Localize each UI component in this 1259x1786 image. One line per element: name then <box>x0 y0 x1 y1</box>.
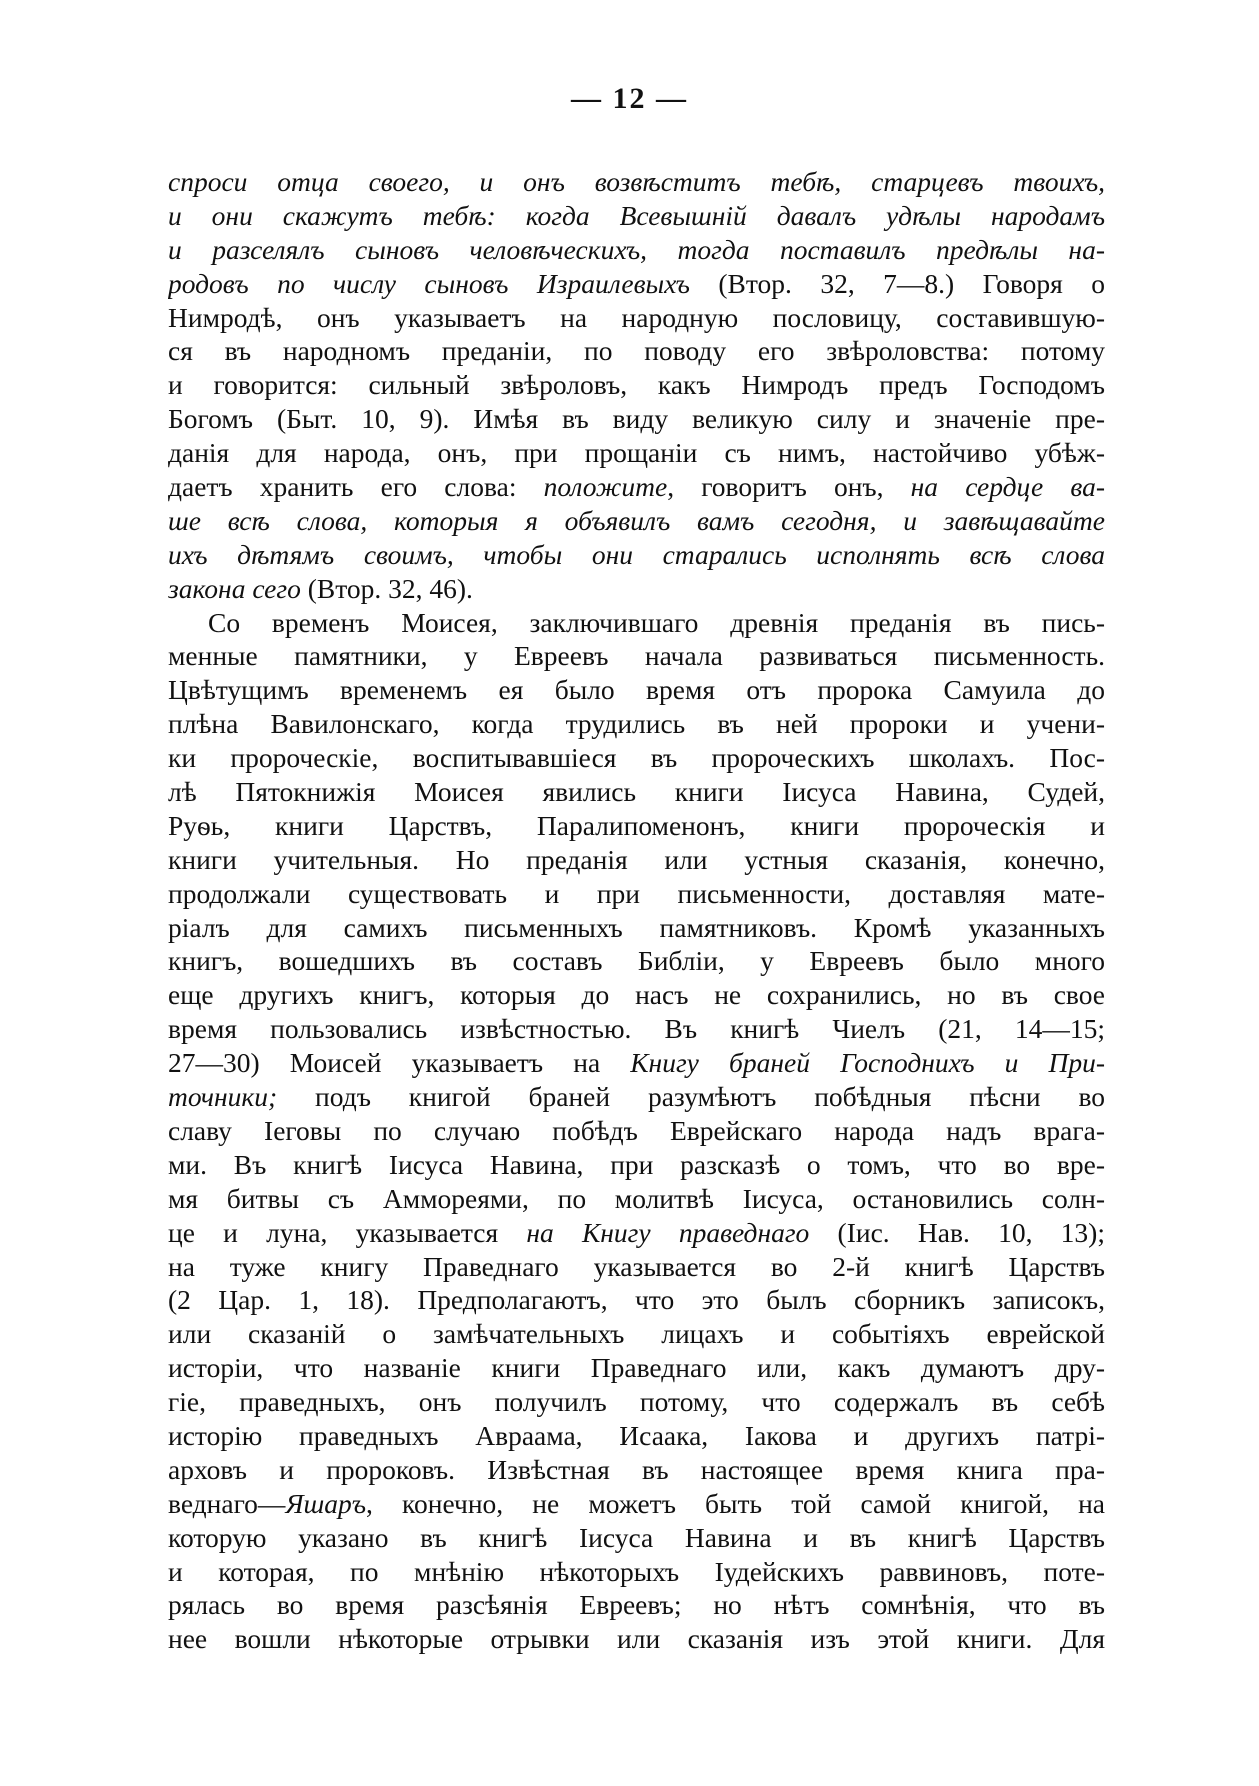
text-line <box>168 639 1105 673</box>
text-line <box>168 1012 1105 1046</box>
text-segment: продолжали существовать и при письменности, доставляя мате- <box>168 877 1105 909</box>
text-line <box>168 368 1105 402</box>
text-line <box>168 504 1105 538</box>
text-segment: книгъ, вошедшихъ въ составъ Библіи, у Евреевъ было много <box>168 945 1105 977</box>
text-line <box>168 1453 1105 1487</box>
text-line <box>168 1216 1105 1250</box>
text-line <box>168 301 1105 335</box>
text-line <box>168 1182 1105 1216</box>
text-line <box>168 436 1105 470</box>
text-segment: которую указано въ книгѣ Іисуса Навина и въ книгѣ Царствъ <box>168 1521 1105 1553</box>
text-segment: лѣ Пятокнижія Моисея явились книги Іисуса Навина, Судей, <box>168 776 1105 808</box>
text-line <box>168 1419 1105 1453</box>
text-line <box>168 1250 1105 1284</box>
text-line <box>168 1114 1105 1148</box>
text-line <box>168 1080 1105 1114</box>
text-segment: (Втор. 32, 7—8.) Говоря о <box>689 267 1105 299</box>
italic-quote-segment: родовъ по числу сыновъ Израилевыхъ <box>168 267 690 299</box>
text-segment: Со временъ Моисея, заключившаго древнія преданія въ пись- <box>208 606 1105 638</box>
text-segment: ми. Въ книгѣ Іисуса Навина, при разсказѣ о томъ, что во вре- <box>168 1148 1105 1180</box>
italic-quote-segment: ихъ дѣтямъ своимъ, чтобы они старались исполнять всѣ слова <box>168 538 1105 570</box>
text-line <box>168 911 1105 945</box>
text-segment: (Іис. Нав. 10, 13); <box>809 1216 1105 1248</box>
text-segment: гіе, праведныхъ, онъ получилъ потому, что содержалъ въ себѣ <box>168 1386 1105 1418</box>
text-line <box>168 402 1105 436</box>
page-number: — 12 — <box>571 82 688 115</box>
text-line <box>168 606 1105 640</box>
text-segment: и которая, по мнѣнію нѣкоторыхъ Іудейскихъ раввиновъ, поте- <box>168 1555 1105 1587</box>
text-segment: Богомъ (Быт. 10, 9). Имѣя въ виду великую силу и значеніе пре- <box>168 403 1105 435</box>
text-segment: Цвѣтущимъ временемъ ея было время отъ пророка Самуила до <box>168 674 1105 706</box>
text-line <box>168 470 1105 504</box>
text-segment: исторію праведныхъ Авраама, Исаака, Іакова и другихъ патрі- <box>168 1419 1105 1451</box>
text-segment: ріалъ для самихъ письменныхъ памятниковъ. Кромѣ указанныхъ <box>168 911 1105 943</box>
text-line <box>168 199 1105 233</box>
text-segment: славу Іеговы по случаю побѣдъ Еврейскаго народа надъ врага- <box>168 1114 1105 1146</box>
text-segment: ки пророческіе, воспитывавшіеся въ пророческихъ школахъ. Пос- <box>168 742 1105 774</box>
text-segment: (2 Цар. 1, 18). Предполагаютъ, что это былъ сборникъ записокъ, <box>168 1284 1105 1316</box>
text-segment: мя битвы съ Аммореями, по молитвѣ Іисуса, остановились солн- <box>168 1182 1105 1214</box>
italic-quote-segment: и разселялъ сыновъ человѣческихъ, тогда поставилъ предѣлы на- <box>168 233 1105 265</box>
italic-quote-segment: закона сего <box>168 572 301 604</box>
text-line <box>168 978 1105 1012</box>
text-segment: нее вошли нѣкоторые отрывки или сказанія изъ этой книги. Для <box>168 1623 1105 1655</box>
text-line <box>168 877 1105 911</box>
text-line <box>168 707 1105 741</box>
text-line <box>168 775 1105 809</box>
text-segment: или сказаній о замѣчательныхъ лицахъ и событіяхъ еврейской <box>168 1318 1105 1350</box>
text-segment: плѣна Вавилонскаго, когда трудились въ ней пророки и учени- <box>168 708 1105 740</box>
text-segment: на туже книгу Праведнаго указывается во 2-й книгѣ Царствъ <box>168 1250 1105 1282</box>
italic-quote-segment: Яшаръ <box>285 1487 367 1519</box>
text-line <box>168 944 1105 978</box>
italic-quote-segment: на Книгу праведнаго <box>526 1216 810 1248</box>
text-line <box>168 673 1105 707</box>
italic-quote-segment: Книгу браней Господнихъ и При- <box>630 1047 1105 1079</box>
text-line <box>168 572 1105 606</box>
text-line <box>168 1317 1105 1351</box>
text-line <box>168 1351 1105 1385</box>
text-segment: Руѳь, книги Царствъ, Паралипоменонъ, книги пророческія и <box>168 809 1105 841</box>
text-segment: арховъ и пророковъ. Извѣстная въ настоящее время книга пра- <box>168 1453 1105 1485</box>
text-line <box>168 233 1105 267</box>
text-line <box>168 538 1105 572</box>
text-line <box>168 267 1105 301</box>
text-line <box>168 1622 1105 1656</box>
italic-quote-segment: и они скажутъ тебѣ: когда Всевышній давалъ удѣлы народамъ <box>168 199 1105 231</box>
text-segment: даетъ хранить его слова: <box>168 471 544 503</box>
text-segment: еще другихъ книгъ, которыя до насъ не сохранились, но въ свое <box>168 979 1105 1011</box>
italic-quote-segment: спроси отца своего, и онъ возвѣститъ тебѣ, старцевъ твоихъ, <box>168 166 1105 197</box>
text-line <box>168 1148 1105 1182</box>
text-segment: веднаго— <box>168 1487 286 1519</box>
text-line <box>168 1385 1105 1419</box>
text-segment: менные памятники, у Евреевъ начала развиваться письменность. <box>168 640 1105 672</box>
text-line <box>168 1283 1105 1317</box>
text-segment: 27—30) Моисей указываетъ на <box>168 1047 631 1079</box>
text-segment: данія для народа, онъ, при прощаніи съ нимъ, настойчиво убѣж- <box>168 437 1105 469</box>
italic-quote-segment: ше всѣ слова, которыя я объявилъ вамъ сегодня, и завѣщавайте <box>168 504 1105 536</box>
text-segment: Нимродѣ, онъ указываетъ на народную пословицу, составившую- <box>168 301 1105 333</box>
italic-quote-segment: положите <box>543 471 668 503</box>
body-text <box>168 165 1105 1656</box>
text-line <box>168 1521 1105 1555</box>
text-segment: и говорится: сильный звѣроловъ, какъ Нимродъ предъ Господомъ <box>168 369 1105 401</box>
text-segment: , говоритъ онъ, <box>667 471 911 503</box>
text-segment: ся въ народномъ преданіи, по поводу его звѣроловства: потому <box>168 335 1105 367</box>
text-segment: рялась во время разсѣянія Евреевъ; но нѣтъ сомнѣнія, что въ <box>168 1589 1105 1621</box>
text-segment: , конечно, не можетъ быть той самой книгой, на <box>366 1487 1105 1519</box>
text-line <box>168 1555 1105 1589</box>
text-line <box>168 1046 1105 1080</box>
text-segment: подъ книгой браней разумѣютъ побѣдныя пѣсни во <box>277 1081 1105 1113</box>
text-line <box>168 165 1105 199</box>
text-segment: це и луна, указывается <box>168 1216 527 1248</box>
text-segment: (Втор. 32, 46). <box>300 572 473 604</box>
text-line <box>168 1588 1105 1622</box>
text-segment: исторіи, что названіе книги Праведнаго или, какъ думаютъ дру- <box>168 1352 1105 1384</box>
text-line <box>168 334 1105 368</box>
text-segment: книги учительныя. Но преданія или устныя сказанія, конечно, <box>168 843 1105 875</box>
text-segment: время пользовались извѣстностью. Въ книгѣ Чиелъ (21, 14—15; <box>168 1013 1105 1045</box>
italic-quote-segment: точники; <box>168 1081 278 1113</box>
text-line <box>168 1487 1105 1521</box>
text-line <box>168 843 1105 877</box>
italic-quote-segment: на сердце ва- <box>910 471 1105 503</box>
text-line <box>168 809 1105 843</box>
text-line <box>168 741 1105 775</box>
